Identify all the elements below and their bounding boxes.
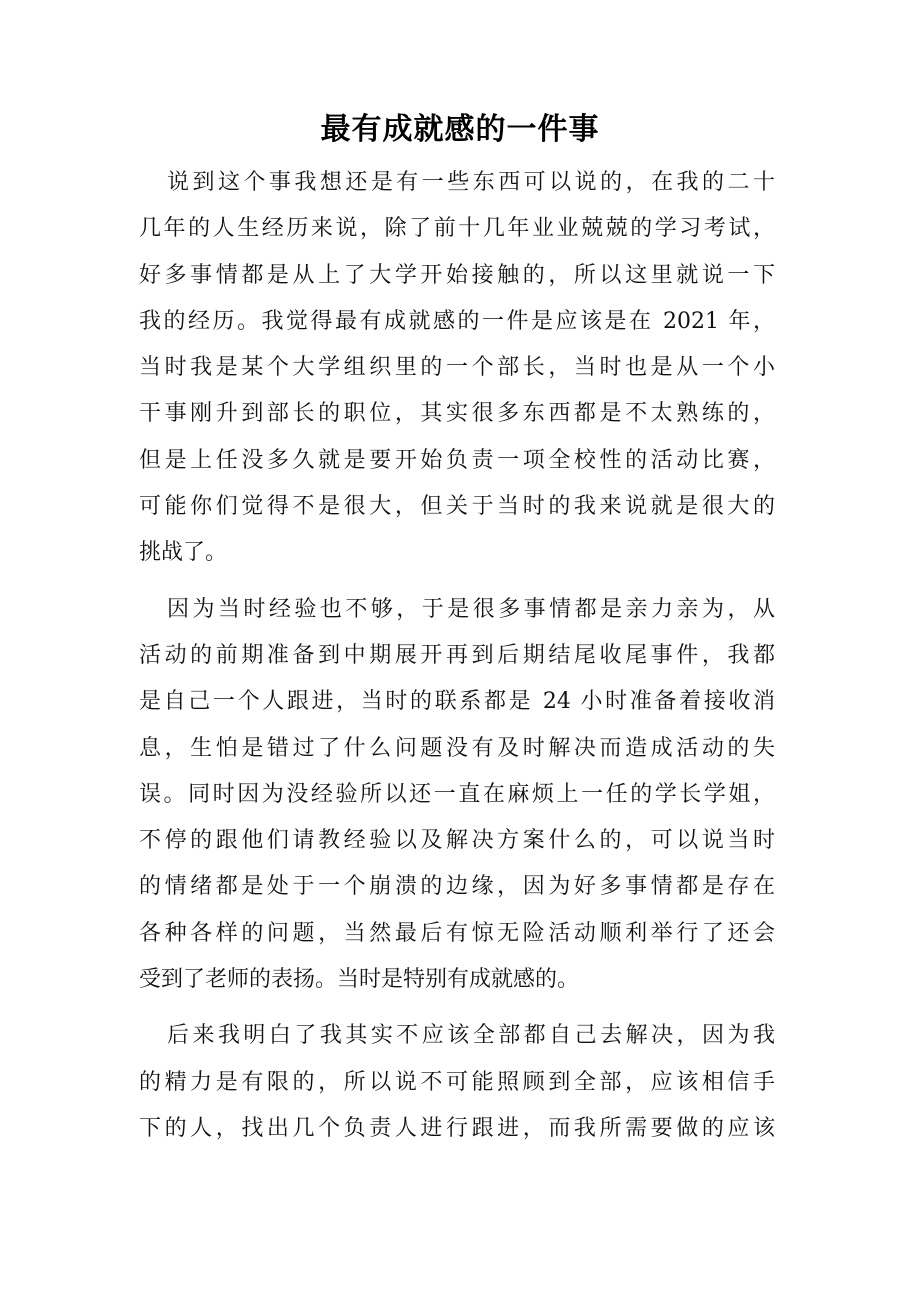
paragraph-line: 几年的人生经历来说，除了前十几年业业兢兢的学习考试， bbox=[139, 216, 775, 242]
paragraph-line: 的情绪都是处于一个崩溃的边缘，因为好多事情都是存在 bbox=[139, 874, 775, 900]
paragraph-line: 活动的前期准备到中期展开再到后期结尾收尾事件，我都 bbox=[139, 642, 775, 668]
paragraph-line: 挑战了。 bbox=[139, 540, 228, 566]
paragraph-line: 可能你们觉得不是很大，但关于当时的我来说就是很大的 bbox=[139, 494, 775, 520]
paragraph-line: 后来我明白了我其实不应该全部都自己去解决，因为我 bbox=[167, 1023, 775, 1049]
paragraph-3 bbox=[139, 1013, 775, 1152]
paragraph-line: 好多事情都是从上了大学开始接触的，所以这里就说一下 bbox=[139, 262, 775, 288]
paragraph-line: 干事刚升到部长的职位，其实很多东西都是不太熟练的， bbox=[139, 401, 775, 427]
paragraph-line: 我的经历。我觉得最有成就感的一件是应该是在 2021 年， bbox=[139, 308, 775, 334]
paragraph-gap bbox=[139, 577, 775, 587]
paragraph-line: 各种各样的问题，当然最后有惊无险活动顺利举行了还会 bbox=[139, 920, 775, 946]
document-title: 最有成就感的一件事 bbox=[320, 112, 600, 147]
paragraph-line: 的精力是有限的，所以说不可能照顾到全部，应该相信手 bbox=[139, 1069, 775, 1095]
paragraph-line: 因为当时经验也不够，于是很多事情都是亲力亲为，从 bbox=[167, 596, 775, 622]
paragraph-line: 不停的跟他们请教经验以及解决方案什么的，可以说当时 bbox=[139, 828, 775, 854]
paragraph-line: 息，生怕是错过了什么问题没有及时解决而造成活动的失 bbox=[139, 735, 775, 761]
paragraph-2 bbox=[139, 587, 775, 1004]
paragraph-line: 说到这个事我想还是有一些东西可以说的，在我的二十 bbox=[167, 170, 775, 195]
paragraph-line: 下的人，找出几个负责人进行跟进，而我所需要做的应该 bbox=[139, 1115, 775, 1141]
paragraph-1 bbox=[139, 160, 775, 577]
document-body bbox=[139, 160, 775, 1152]
paragraph-gap bbox=[139, 1003, 775, 1013]
paragraph-line: 误。同时因为没经验所以还一直在麻烦上一任的学长学姐， bbox=[139, 781, 775, 807]
paragraph-line: 受到了老师的表扬。当时是特别有成就感的。 bbox=[139, 967, 580, 993]
paragraph-line: 当时我是某个大学组织里的一个部长，当时也是从一个小 bbox=[139, 355, 775, 381]
paragraph-line: 但是上任没多久就是要开始负责一项全校性的活动比赛， bbox=[139, 447, 775, 473]
paragraph-line: 是自己一个人跟进，当时的联系都是 24 小时准备着接收消 bbox=[139, 689, 775, 715]
